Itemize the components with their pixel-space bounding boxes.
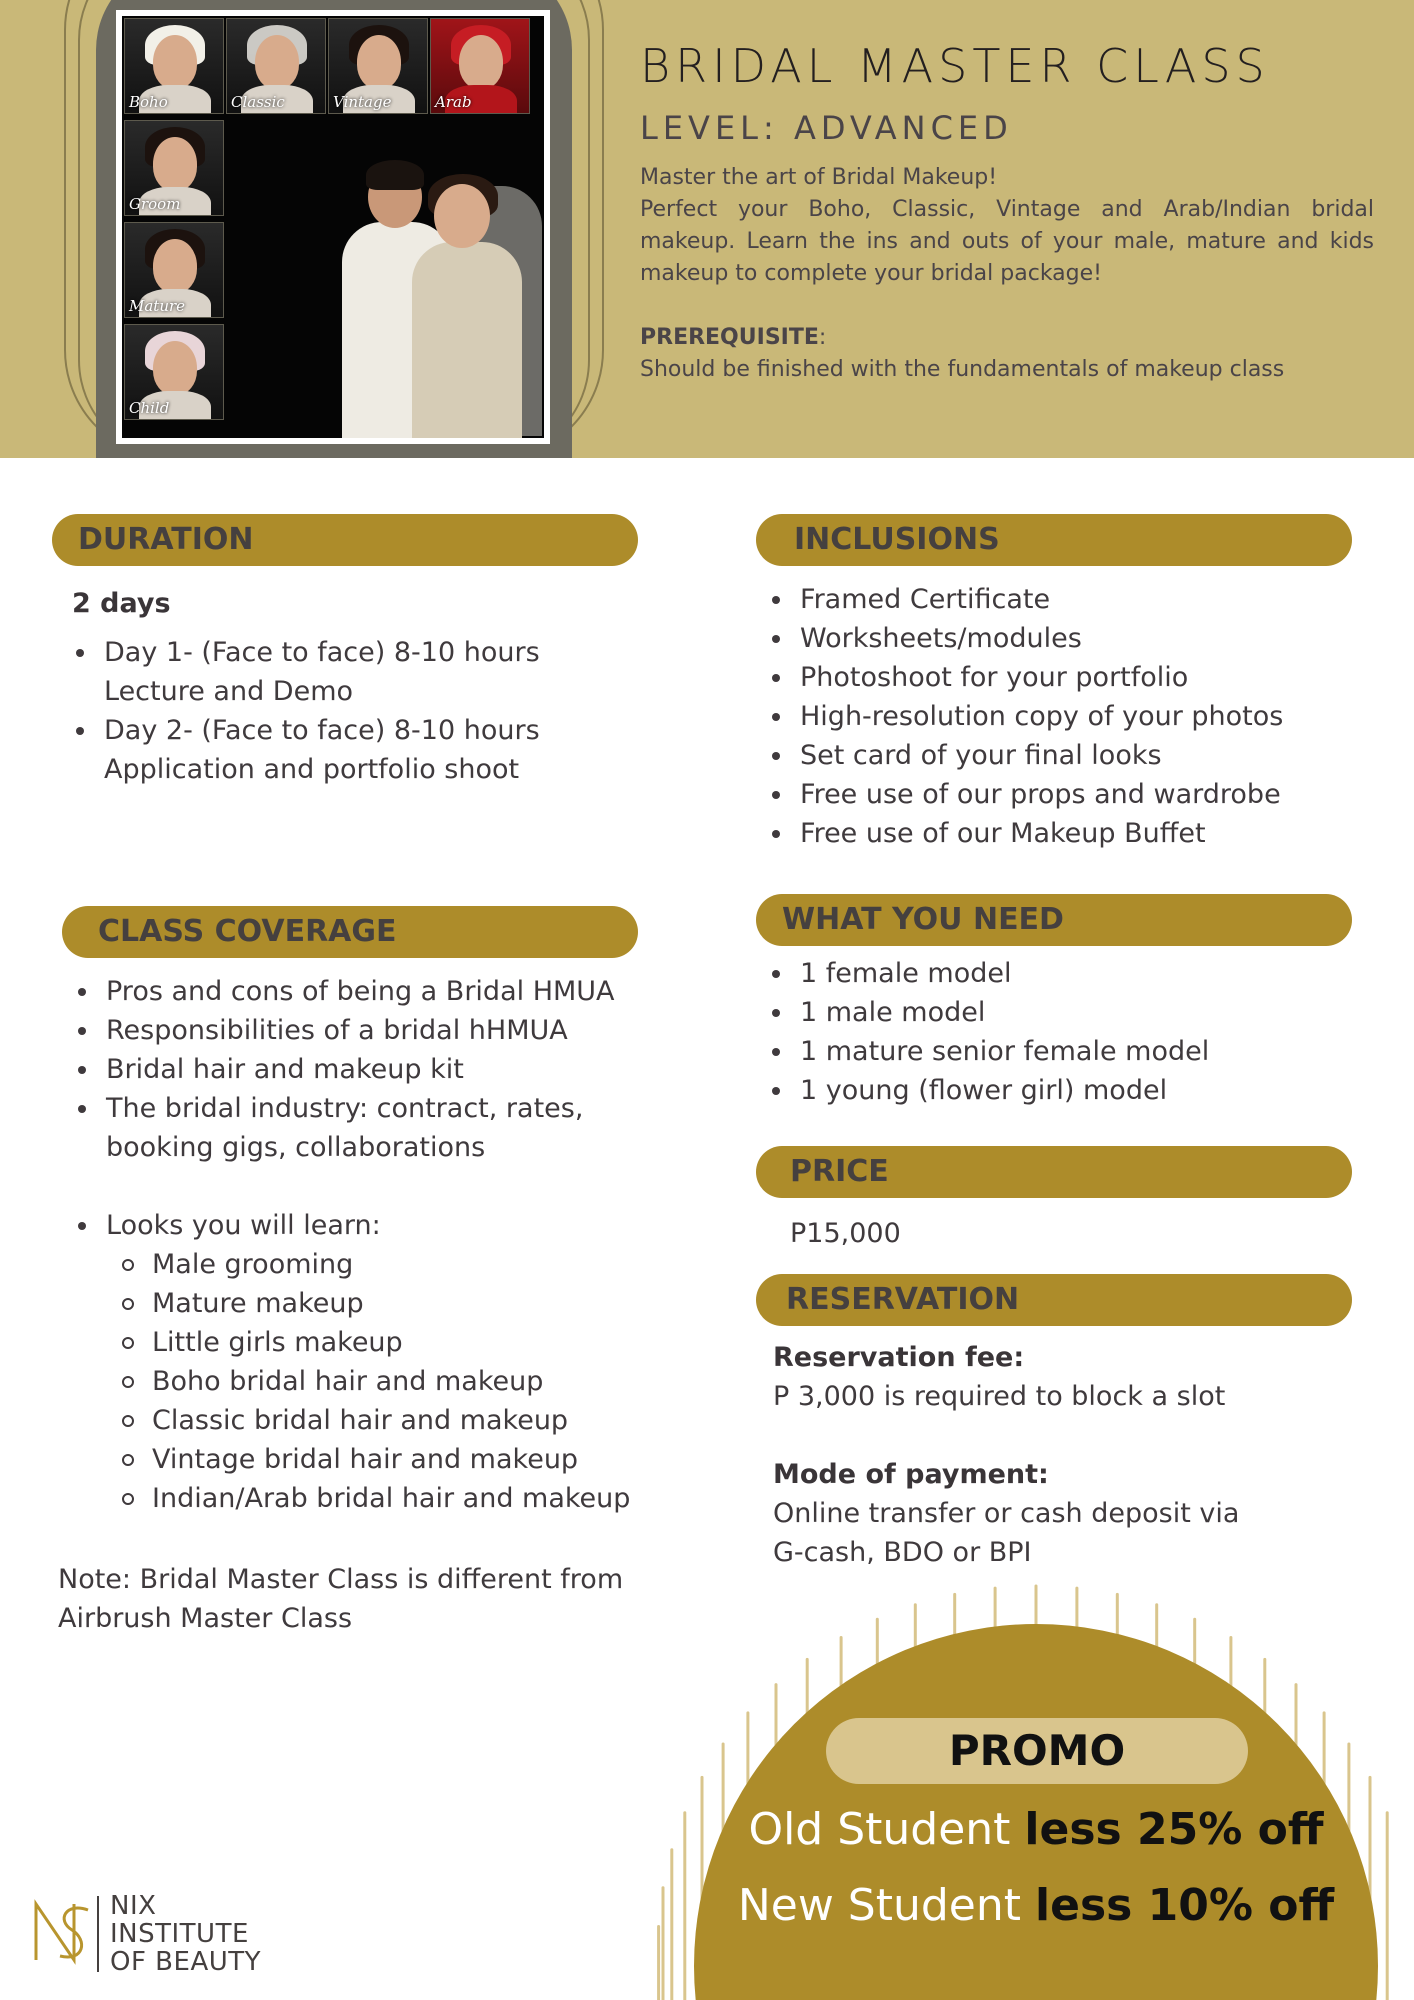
- look-item: Classic bridal hair and makeup: [118, 1401, 672, 1440]
- promo-old-discount: less 25% off: [1024, 1804, 1324, 1855]
- need-item: 1 female model: [766, 954, 1386, 993]
- class-note: [58, 1560, 678, 1638]
- header-text-block: [640, 38, 1374, 386]
- coverage-item: Responsibilities of a bridal hHMUA: [72, 1011, 672, 1050]
- price-value: P15,000: [790, 1218, 901, 1249]
- inclusion-item: Free use of our props and wardrobe: [766, 775, 1386, 814]
- look-item: Little girls makeup: [118, 1323, 672, 1362]
- photo-thumb-groom: [124, 120, 224, 216]
- inclusion-item: Worksheets/modules: [766, 619, 1386, 658]
- photo-caption: Classic: [231, 93, 285, 111]
- photo-caption: Arab: [435, 93, 472, 111]
- header-banner: [0, 0, 1414, 458]
- coverage-item: Bridal hair and makeup kit: [72, 1050, 672, 1089]
- inclusion-item: Free use of our Makeup Buffet: [766, 814, 1386, 853]
- photo-thumb-child: [124, 324, 224, 420]
- photo-caption: Vintage: [333, 93, 392, 111]
- look-item: Male grooming: [118, 1245, 672, 1284]
- logo-monogram-icon: [26, 1890, 106, 1976]
- coverage-item: Pros and cons of being a Bridal HMUA: [72, 972, 672, 1011]
- reservation-heading: RESERVATION: [756, 1274, 1352, 1326]
- duration-item: [70, 711, 632, 789]
- prerequisite-text: Should be finished with the fundamentals of makeup class: [640, 357, 1285, 382]
- note-line: Note: Bridal Master Class is different from: [58, 1564, 624, 1595]
- need-item: 1 young (flower girl) model: [766, 1071, 1386, 1110]
- inclusion-item: Photoshoot for your portfolio: [766, 658, 1386, 697]
- payment-mode-label: Mode of payment:: [773, 1459, 1049, 1490]
- duration-item: [70, 633, 632, 711]
- coverage-item: The bridal industry: contract, rates, booking gigs, collaborations: [72, 1089, 612, 1167]
- note-line: Airbrush Master Class: [58, 1603, 353, 1634]
- class-coverage-heading: CLASS COVERAGE: [62, 906, 638, 958]
- photo-caption: Groom: [129, 195, 181, 213]
- photo-thumb-boho: [124, 18, 224, 114]
- payment-mode-text: Online transfer or cash deposit via: [773, 1498, 1240, 1529]
- logo-line: OF BEAUTY: [110, 1947, 262, 1977]
- duration-section: [72, 584, 632, 789]
- prerequisite-colon: :: [818, 325, 827, 350]
- duration-heading: DURATION: [52, 514, 638, 566]
- logo-wordmark: [110, 1892, 261, 1976]
- photo-caption: Mature: [129, 297, 186, 315]
- photo-caption: Child: [129, 399, 170, 417]
- photo-thumb-vintage: [328, 18, 428, 114]
- look-item: Indian/Arab bridal hair and makeup: [118, 1479, 672, 1518]
- promo-old-label: Old Student: [748, 1804, 1011, 1855]
- logo-line: NIX: [110, 1891, 157, 1921]
- need-item: 1 mature senior female model: [766, 1032, 1386, 1071]
- reservation-section: [773, 1338, 1393, 1572]
- description-line: Perfect your Boho, Classic, Vintage and Arab/Indian bridal makeup. Learn the ins and outs of your male, mature and kids makeup to complete your bridal package!: [640, 197, 1374, 286]
- look-item: Boho bridal hair and makeup: [118, 1362, 672, 1401]
- look-item: Vintage bridal hair and makeup: [118, 1440, 672, 1479]
- bridal-photo-collage: [116, 10, 550, 444]
- duration-line: Day 1- (Face to face) 8-10 hours: [104, 637, 540, 668]
- nix-institute-logo: [26, 1890, 286, 1980]
- photo-thumb-arab: [430, 18, 530, 114]
- looks-label: Looks you will learn:: [106, 1210, 381, 1241]
- look-item: Mature makeup: [118, 1284, 672, 1323]
- bridal-couple-photo: [302, 166, 542, 436]
- course-description: [640, 162, 1374, 290]
- duration-line: Day 2- (Face to face) 8-10 hours: [104, 715, 540, 746]
- what-you-need-heading: WHAT YOU NEED: [756, 894, 1352, 946]
- price-heading: PRICE: [756, 1146, 1352, 1198]
- promo-new-student: [694, 1878, 1378, 1934]
- promo-heading: PROMO: [826, 1718, 1248, 1784]
- looks-item: [72, 1206, 672, 1518]
- duration-line: Application and portfolio shoot: [104, 754, 520, 785]
- reservation-fee-text: P 3,000 is required to block a slot: [773, 1381, 1226, 1412]
- page-title: BRIDAL MASTER CLASS: [640, 39, 1270, 93]
- photo-thumb-mature: [124, 222, 224, 318]
- photo-caption: Boho: [129, 93, 168, 111]
- reservation-fee-label: Reservation fee:: [773, 1342, 1025, 1373]
- inclusions-heading: INCLUSIONS: [756, 514, 1352, 566]
- logo-line: INSTITUTE: [110, 1919, 249, 1949]
- inclusion-item: Set card of your final looks: [766, 736, 1386, 775]
- duration-line: Lecture and Demo: [104, 676, 354, 707]
- inclusions-section: [766, 580, 1386, 853]
- need-item: 1 male model: [766, 993, 1386, 1032]
- class-coverage-section: [72, 972, 672, 1518]
- level-subtitle: LEVEL: ADVANCED: [640, 109, 1013, 147]
- inclusion-item: Framed Certificate: [766, 580, 1386, 619]
- what-you-need-section: [766, 954, 1386, 1110]
- photo-thumb-classic: [226, 18, 326, 114]
- promo-new-discount: less 10% off: [1035, 1880, 1335, 1931]
- inclusion-item: High-resolution copy of your photos: [766, 697, 1386, 736]
- payment-mode-text: G-cash, BDO or BPI: [773, 1537, 1032, 1568]
- duration-days: 2 days: [72, 588, 171, 619]
- description-line: Master the art of Bridal Makeup!: [640, 165, 998, 190]
- prerequisite-label: PREREQUISITE: [640, 325, 819, 350]
- promo-new-label: New Student: [737, 1880, 1022, 1931]
- promo-old-student: [694, 1802, 1378, 1858]
- prerequisite-block: [640, 322, 1374, 386]
